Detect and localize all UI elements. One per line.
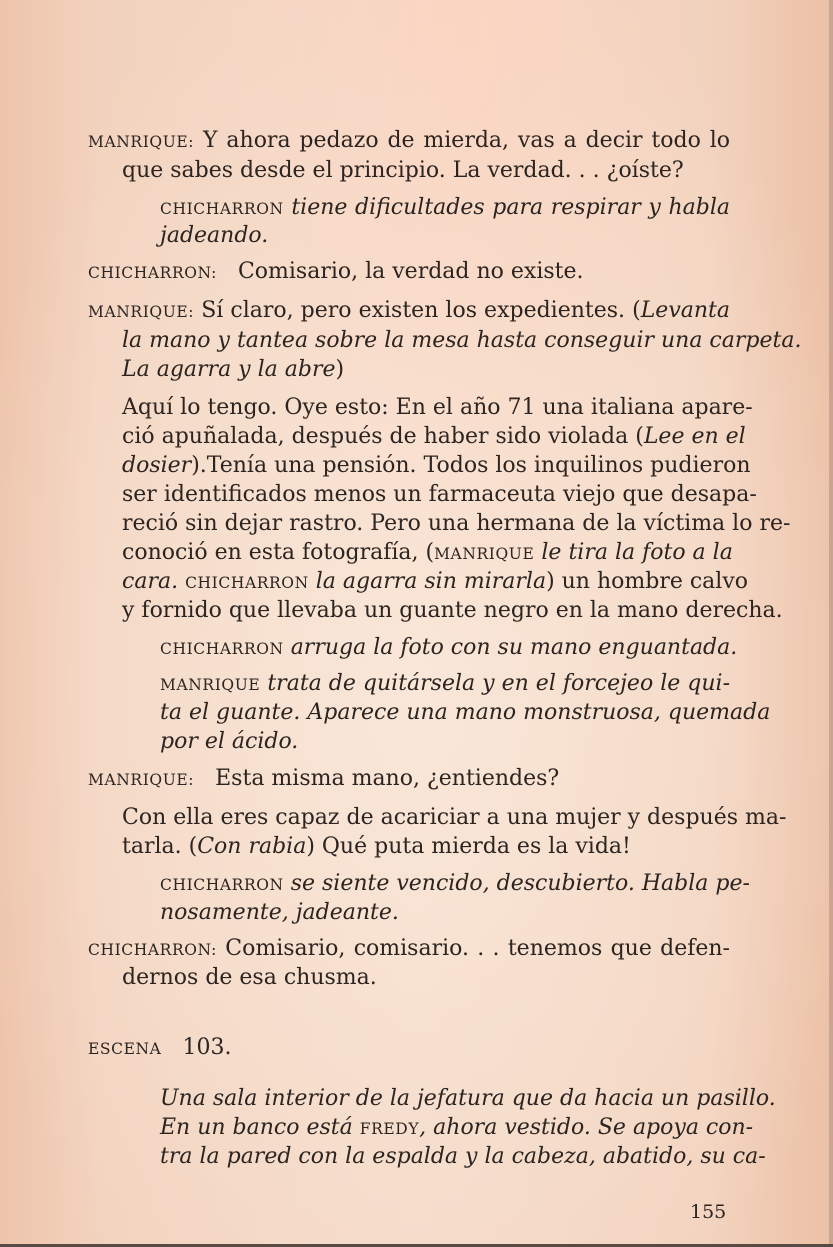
stage-direction xyxy=(160,634,737,663)
dialogue-text: Sí claro, pero existen los expedientes. ( xyxy=(201,298,641,323)
stage-direction xyxy=(160,899,399,927)
stage-direction xyxy=(160,699,771,727)
speaker-name: CHICHARRON: xyxy=(88,941,217,959)
dialogue-text: ) Qué puta mierda es la vida! xyxy=(306,834,631,859)
stage-direction xyxy=(160,670,730,699)
scene-label: ESCENA xyxy=(88,1040,162,1058)
description-text: tra la pared con la espalda y la cabeza, abatido, su ca- xyxy=(160,1144,766,1169)
description-text: Una sala interior de la jefatura que da hacia un pasillo. xyxy=(160,1086,776,1111)
direction-text: la mano y tantea sobre la mesa hasta conseguir una carpeta. xyxy=(122,328,802,353)
dialogue-text: tarla. ( xyxy=(122,834,198,859)
scene-heading xyxy=(88,1034,231,1063)
speaker-name: MANRIQUE: xyxy=(88,303,195,321)
direction-text: nosamente, jadeante. xyxy=(160,900,399,925)
dialogue-text: conoció en esta fotografía, ( xyxy=(122,540,435,565)
direction-text: Levanta xyxy=(640,298,730,323)
direction-text: tiene dificultades para respirar y habla xyxy=(291,195,730,220)
dialogue-line xyxy=(88,127,730,156)
dialogue-line xyxy=(122,452,751,480)
dialogue-line xyxy=(122,510,791,538)
dialogue-text: ser identificados menos un farmaceuta viejo que desapa- xyxy=(122,482,757,507)
dialogue-line xyxy=(122,423,746,451)
dialogue-text: Comisario, la verdad no existe. xyxy=(237,259,584,284)
character-name: MANRIQUE xyxy=(434,545,535,563)
stage-direction xyxy=(160,194,730,223)
scene-description xyxy=(160,1085,776,1113)
direction-text: la agarra sin mirarla xyxy=(315,569,547,594)
direction-text: dosier xyxy=(122,453,192,478)
character-name: CHICHARRON xyxy=(160,876,284,894)
stage-direction xyxy=(160,728,298,756)
dialogue-line xyxy=(122,804,787,832)
dialogue-text: que sabes desde el principio. La verdad. . . ¿oíste? xyxy=(122,158,684,183)
dialogue-line xyxy=(122,394,753,422)
dialogue-text: Comisario, comisario. . . tenemos que defen- xyxy=(225,936,730,961)
scene-number: 103. xyxy=(182,1035,232,1060)
direction-text: trata de quitársela y en el forcejeo le qui- xyxy=(267,671,731,696)
direction-text: por el ácido. xyxy=(160,729,299,754)
character-name: CHICHARRON xyxy=(160,640,284,658)
dialogue-line xyxy=(88,297,730,326)
dialogue-text: ) un hombre calvo xyxy=(546,569,749,594)
direction-text: Lee en el xyxy=(643,424,746,449)
dialogue-line xyxy=(122,597,783,625)
dialogue-line xyxy=(122,356,344,384)
character-name: MANRIQUE xyxy=(160,676,261,694)
character-name: CHICHARRON xyxy=(185,574,309,592)
speaker-name: MANRIQUE: xyxy=(88,133,195,151)
scene-description xyxy=(160,1143,766,1171)
character-name: FREDY xyxy=(359,1120,420,1138)
page-number: 155 xyxy=(690,1201,727,1223)
dialogue-line xyxy=(122,481,757,509)
direction-text: se siente vencido, descubierto. Habla pe- xyxy=(290,871,750,896)
direction-text: jadeando. xyxy=(160,223,269,248)
dialogue-line xyxy=(122,964,377,992)
dialogue-line xyxy=(122,568,749,597)
dialogue-line xyxy=(122,833,631,861)
dialogue-text: Con ella eres capaz de acariciar a una mujer y después ma- xyxy=(122,805,787,830)
speaker-name: CHICHARRON: xyxy=(88,264,217,282)
direction-text: ta el guante. Aparece una mano monstruosa, quemada xyxy=(160,700,771,725)
stage-direction xyxy=(160,870,750,899)
dialogue-text: Y ahora pedazo de mierda, vas a decir todo lo xyxy=(203,128,730,153)
dialogue-text: ).Tenía una pensión. Todos los inquilinos pudieron xyxy=(191,453,751,478)
dialogue-line xyxy=(122,327,802,355)
direction-text: cara. xyxy=(122,569,179,594)
dialogue-text: y fornido que llevaba un guante negro en la mano derecha. xyxy=(122,598,783,623)
dialogue-line xyxy=(88,258,584,287)
direction-text: arruga la foto con su mano enguantada. xyxy=(290,635,738,660)
dialogue-line xyxy=(122,539,733,568)
dialogue-text: ció apuñalada, después de haber sido violada ( xyxy=(122,424,644,449)
direction-text: La agarra y la abre xyxy=(122,357,336,382)
dialogue-line xyxy=(88,765,559,794)
dialogue-text: ) xyxy=(335,357,345,382)
dialogue-text: Aquí lo tengo. Oye esto: En el año 71 una italiana apare- xyxy=(122,395,753,420)
direction-text: Con rabia xyxy=(197,834,307,859)
dialogue-line xyxy=(88,935,730,964)
description-text: ahora vestido. Se apoya con- xyxy=(433,1115,754,1140)
dialogue-text: dernos de esa chusma. xyxy=(122,965,377,990)
stage-direction xyxy=(160,222,268,250)
dialogue-text: reció sin dejar rastro. Pero una hermana de la víctima lo re- xyxy=(122,511,791,536)
description-text: En un banco está xyxy=(160,1115,353,1140)
character-name: CHICHARRON xyxy=(160,200,284,218)
speaker-name: MANRIQUE: xyxy=(88,771,195,789)
direction-text: le tira la foto a la xyxy=(541,540,733,565)
scene-description: En un banco está FREDY, ahora vestido. Se apoya con- xyxy=(160,1115,754,1140)
dialogue-text: Esta misma mano, ¿entiendes? xyxy=(215,766,560,791)
page-edge-right xyxy=(829,0,833,1247)
dialogue-line xyxy=(122,157,684,185)
